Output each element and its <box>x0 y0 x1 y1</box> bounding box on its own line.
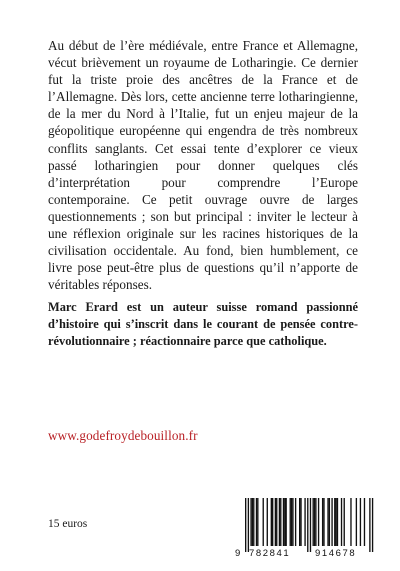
barcode-bar <box>334 498 335 546</box>
barcode-bar <box>275 498 276 546</box>
barcode-digits <box>233 548 383 562</box>
price-label: 15 euros <box>48 518 88 530</box>
barcode-bar <box>300 498 301 546</box>
barcode-bar <box>356 498 357 546</box>
barcode-bar <box>322 498 323 546</box>
barcode-bar <box>280 498 281 546</box>
barcode-bar <box>307 498 308 552</box>
barcode-bar <box>267 498 268 546</box>
barcode-bar <box>360 498 361 546</box>
barcode-bar <box>286 498 287 546</box>
barcode-bar <box>331 498 332 546</box>
barcode-bar <box>272 498 273 546</box>
barcode-bar <box>369 498 370 552</box>
barcode-left-group: 782841 <box>249 548 291 559</box>
barcode-bar <box>276 498 277 546</box>
barcode-bar <box>245 498 246 552</box>
barcode-bar <box>295 498 296 546</box>
barcode-bar <box>263 498 264 546</box>
barcode-bar <box>327 498 328 546</box>
barcode-bar <box>279 498 280 546</box>
barcode-bar <box>256 498 257 546</box>
barcode-bar <box>341 498 342 546</box>
barcode-bar <box>314 498 315 546</box>
barcode-bar <box>315 498 316 546</box>
barcode-bar <box>250 498 251 546</box>
barcode-first-digit: 9 <box>235 548 241 559</box>
barcode-bar <box>350 498 351 546</box>
barcode-bar <box>271 498 272 546</box>
barcode-bar <box>252 498 253 546</box>
barcode-bar <box>304 498 305 546</box>
barcode-bar <box>283 498 284 546</box>
barcode-bar <box>364 498 365 546</box>
publisher-website: www.godefroydebouillon.fr <box>48 428 198 443</box>
barcode-bar <box>323 498 324 546</box>
barcode-bar <box>292 498 293 546</box>
barcode-right-group: 914678 <box>315 548 357 559</box>
barcode-bar <box>337 498 338 546</box>
barcode-bar <box>318 498 319 546</box>
barcode-bar <box>290 498 291 546</box>
barcode-bar <box>284 498 285 546</box>
barcode-bars <box>233 496 383 552</box>
barcode-bar <box>344 498 345 546</box>
barcode-bar <box>372 498 373 552</box>
barcode-bar <box>253 498 254 546</box>
barcode-bar <box>257 498 258 546</box>
barcode-bar <box>291 498 292 546</box>
isbn-barcode <box>233 496 383 562</box>
barcode-bar <box>313 498 314 546</box>
barcode-bar <box>248 498 249 552</box>
author-biography: Marc Erard est un auteur suisse romand passionné d’histoire qui s’inscrit dans le courant de pensée contre-révolutionnaire ; réactionnaire parce que catholique. <box>48 300 358 348</box>
barcode-bar <box>310 498 311 552</box>
barcode-bar <box>329 498 330 546</box>
barcode-bar <box>299 498 300 546</box>
barcode-bar <box>335 498 336 546</box>
book-blurb: Au début de l’ère médiévale, entre France et Allemagne, vécut brièvement un royaume de Lotharingie. Ce dernier fut la triste proie des ancêtres de la France et de l’Allemagne. Dès lors, cette ancienne terre lotharingienne, de la mer du Nord à l’Italie, fut un enjeu majeur de la géopolitique européenne qui engendra de très nombreux conflits sanglants. Cet essai tente d’explorer ce vieux passé lotharingien pour donner quelques clés d’interprétation pour comprendre l’Europe contemporaine. Ce petit ouvrage ouvre de larges questionnements ; son but principal : inviter le lecteur à une réflexion originale sur les racines historiques de la civilisation occidentale. Au fond, bien humblement, ce livre pose peut-être plus de questions qu’il n’apporte de véritables réponses. <box>48 38 358 293</box>
